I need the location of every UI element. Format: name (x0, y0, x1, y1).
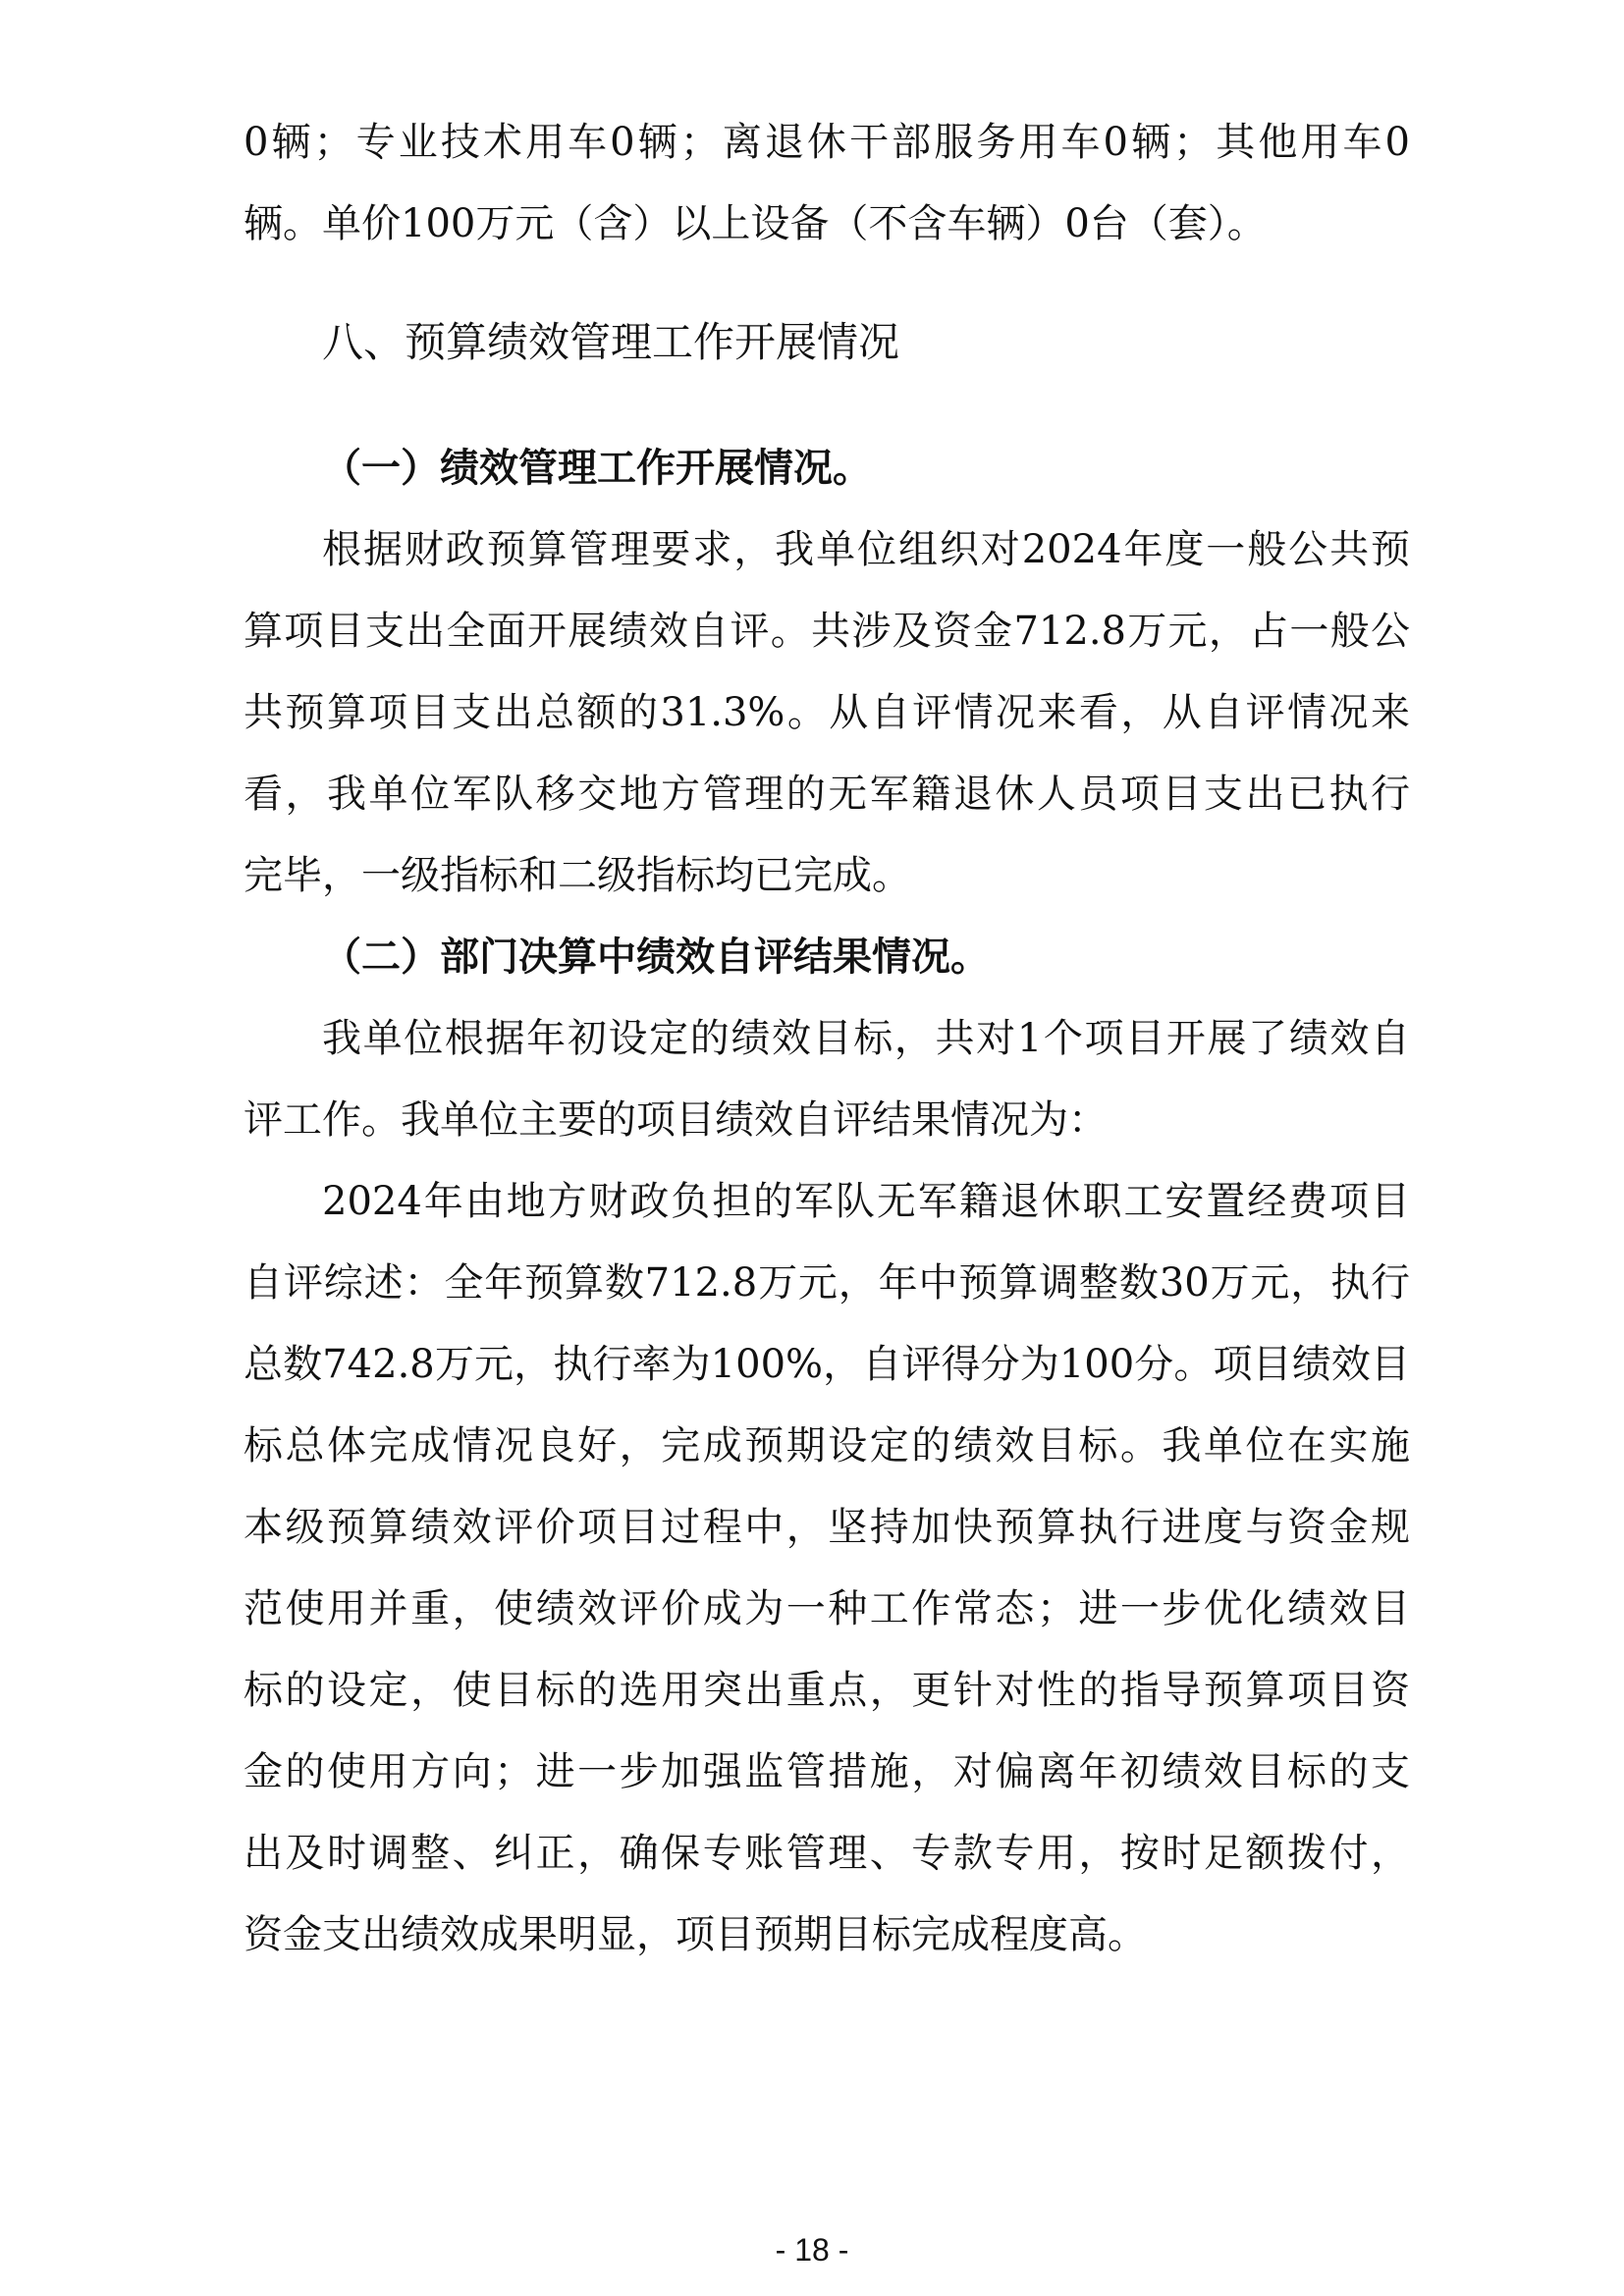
body-line: 0辆；专业技术用车0辆；离退休干部服务用车0辆；其他用车0 (244, 120, 1410, 165)
body-line: 自评综述：全年预算数712.8万元，年中预算调整数30万元，执行 (244, 1260, 1410, 1306)
subsection-heading: （二）部门决算中绩效自评结果情况。 (322, 934, 990, 980)
body-line: 共预算项目支出总额的31.3%。从自评情况来看，从自评情况来 (244, 690, 1410, 735)
body-line: 标的设定，使目标的选用突出重点，更针对性的指导预算项目资 (244, 1668, 1410, 1713)
body-line: 范使用并重，使绩效评价成为一种工作常态；进一步优化绩效目 (244, 1586, 1410, 1631)
body-line: 辆。单价100万元（含）以上设备（不含车辆）0台（套）。 (244, 201, 1267, 246)
body-line: 出及时调整、纠正，确保专账管理、专款专用，按时足额拨付， (244, 1831, 1410, 1876)
body-line: 算项目支出全面开展绩效自评。共涉及资金712.8万元，占一般公 (244, 609, 1410, 654)
section-heading: 八、预算绩效管理工作开展情况 (322, 318, 900, 366)
page-number: - 18 - (775, 2232, 849, 2268)
body-line: 根据财政预算管理要求，我单位组织对2024年度一般公共预 (322, 527, 1410, 572)
body-line: 本级预算绩效评价项目过程中，坚持加快预算执行进度与资金规 (244, 1505, 1410, 1550)
body-line: 看，我单位军队移交地方管理的无军籍退休人员项目支出已执行 (244, 772, 1410, 817)
body-line: 我单位根据年初设定的绩效目标，共对1个项目开展了绩效自 (322, 1016, 1410, 1061)
subsection-heading: （一）绩效管理工作开展情况。 (322, 446, 872, 491)
body-line: 完毕，一级指标和二级指标均已完成。 (244, 853, 911, 898)
body-line: 2024年由地方财政负担的军队无军籍退休职工安置经费项目 (322, 1179, 1410, 1224)
body-line: 总数742.8万元，执行率为100%，自评得分为100分。项目绩效目 (244, 1342, 1410, 1387)
body-line: 资金支出绩效成果明显，项目预期目标完成程度高。 (244, 1912, 1147, 1957)
body-line: 标总体完成情况良好，完成预期设定的绩效目标。我单位在实施 (244, 1423, 1410, 1468)
body-line: 评工作。我单位主要的项目绩效自评结果情况为： (244, 1097, 1108, 1143)
body-line: 金的使用方向；进一步加强监管措施，对偏离年初绩效目标的支 (244, 1749, 1410, 1794)
